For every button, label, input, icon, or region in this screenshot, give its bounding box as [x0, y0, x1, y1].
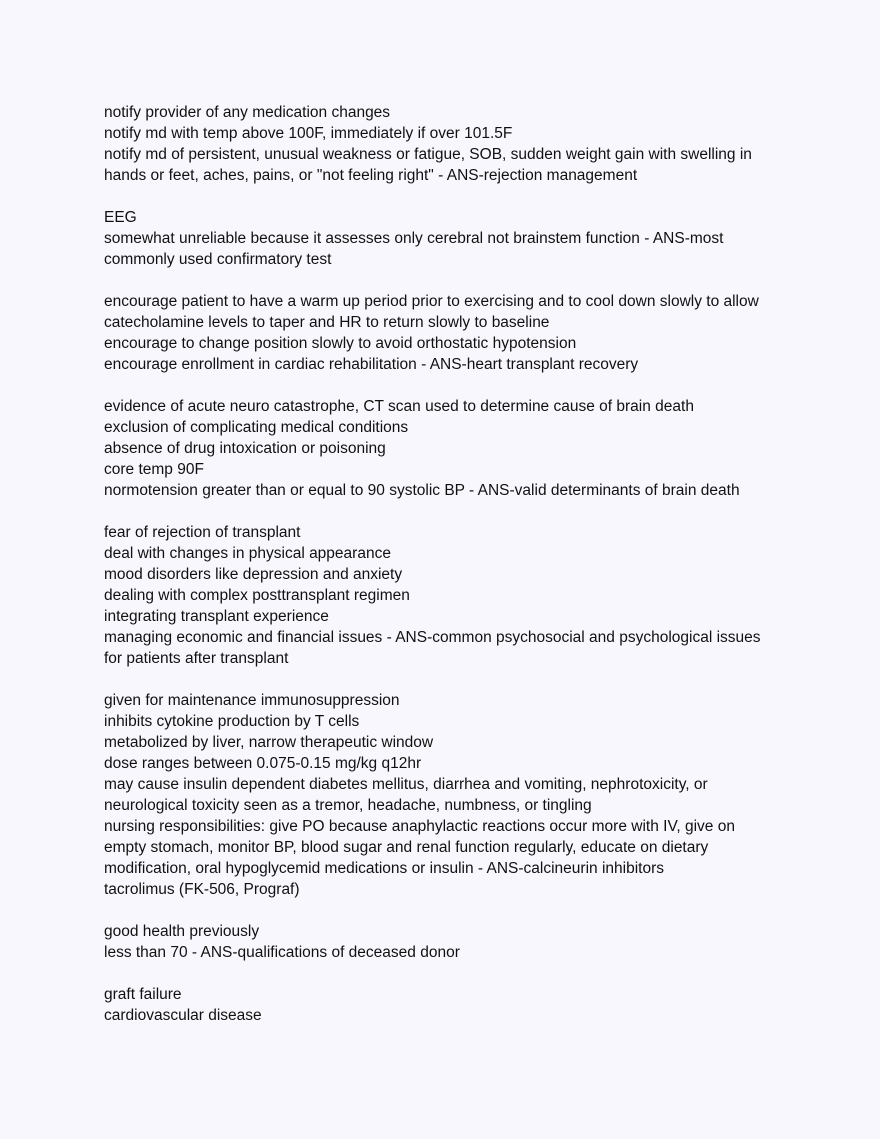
text-line: hands or feet, aches, pains, or "not feeling right" - ANS-rejection management: [104, 167, 638, 184]
text-line: fear of rejection of transplant: [104, 524, 301, 541]
text-line: catecholamine levels to taper and HR to return slowly to baseline: [104, 314, 550, 331]
text-line: neurological toxicity seen as a tremor, headache, numbness, or tingling: [104, 797, 592, 814]
document-page: [104, 102, 804, 1047]
text-line: nursing responsibilities: give PO because anaphylactic reactions occur more with IV, give on: [104, 818, 735, 835]
text-line: for patients after transplant: [104, 650, 289, 667]
note-block-confirmatory-test: [104, 207, 804, 270]
note-block-graft-failure: [104, 984, 804, 1026]
text-line: somewhat unreliable because it assesses only cerebral not brainstem function - ANS-most: [104, 230, 724, 247]
text-line: mood disorders like depression and anxiety: [104, 566, 403, 583]
text-line: core temp 90F: [104, 461, 204, 478]
text-line: integrating transplant experience: [104, 608, 329, 625]
note-block-rejection-management: [104, 102, 804, 186]
text-line: deal with changes in physical appearance: [104, 545, 391, 562]
text-line: encourage to change position slowly to avoid orthostatic hypotension: [104, 335, 577, 352]
text-line: evidence of acute neuro catastrophe, CT scan used to determine cause of brain death: [104, 398, 694, 415]
text-line: metabolized by liver, narrow therapeutic window: [104, 734, 434, 751]
text-line: encourage enrollment in cardiac rehabilitation - ANS-heart transplant recovery: [104, 356, 639, 373]
note-block-brain-death-determinants: [104, 396, 804, 501]
text-line: dose ranges between 0.075-0.15 mg/kg q12hr: [104, 755, 422, 772]
text-line: encourage patient to have a warm up period prior to exercising and to cool down slowly to allow: [104, 293, 759, 310]
text-line: empty stomach, monitor BP, blood sugar and renal function regularly, educate on dietary: [104, 839, 709, 856]
text-line: may cause insulin dependent diabetes mellitus, diarrhea and vomiting, nephrotoxicity, or: [104, 776, 708, 793]
note-block-calcineurin-inhibitors: [104, 690, 804, 900]
text-line: modification, oral hypoglycemid medications or insulin - ANS-calcineurin inhibitors: [104, 860, 664, 877]
text-line: exclusion of complicating medical conditions: [104, 419, 409, 436]
text-line: notify md with temp above 100F, immediately if over 101.5F: [104, 125, 513, 142]
text-line: notify md of persistent, unusual weakness or fatigue, SOB, sudden weight gain with swelling in: [104, 146, 752, 163]
text-line: managing economic and financial issues - ANS-common psychosocial and psychological issues: [104, 629, 761, 646]
text-line: dealing with complex posttransplant regimen: [104, 587, 410, 604]
text-line: EEG: [104, 209, 137, 226]
text-line: notify provider of any medication changes: [104, 104, 391, 121]
text-line: given for maintenance immunosuppression: [104, 692, 400, 709]
note-block-heart-transplant-recovery: [104, 291, 804, 375]
text-line: graft failure: [104, 986, 182, 1003]
text-line: normotension greater than or equal to 90 systolic BP - ANS-valid determinants of brain death: [104, 482, 740, 499]
text-line: commonly used confirmatory test: [104, 251, 332, 268]
text-line: inhibits cytokine production by T cells: [104, 713, 360, 730]
text-line: tacrolimus (FK-506, Prograf): [104, 881, 300, 898]
text-line: cardiovascular disease: [104, 1007, 262, 1024]
text-line: absence of drug intoxication or poisoning: [104, 440, 386, 457]
text-line: good health previously: [104, 923, 260, 940]
note-block-psychosocial-issues: [104, 522, 804, 669]
text-line: less than 70 - ANS-qualifications of deceased donor: [104, 944, 460, 961]
note-block-deceased-donor: [104, 921, 804, 963]
